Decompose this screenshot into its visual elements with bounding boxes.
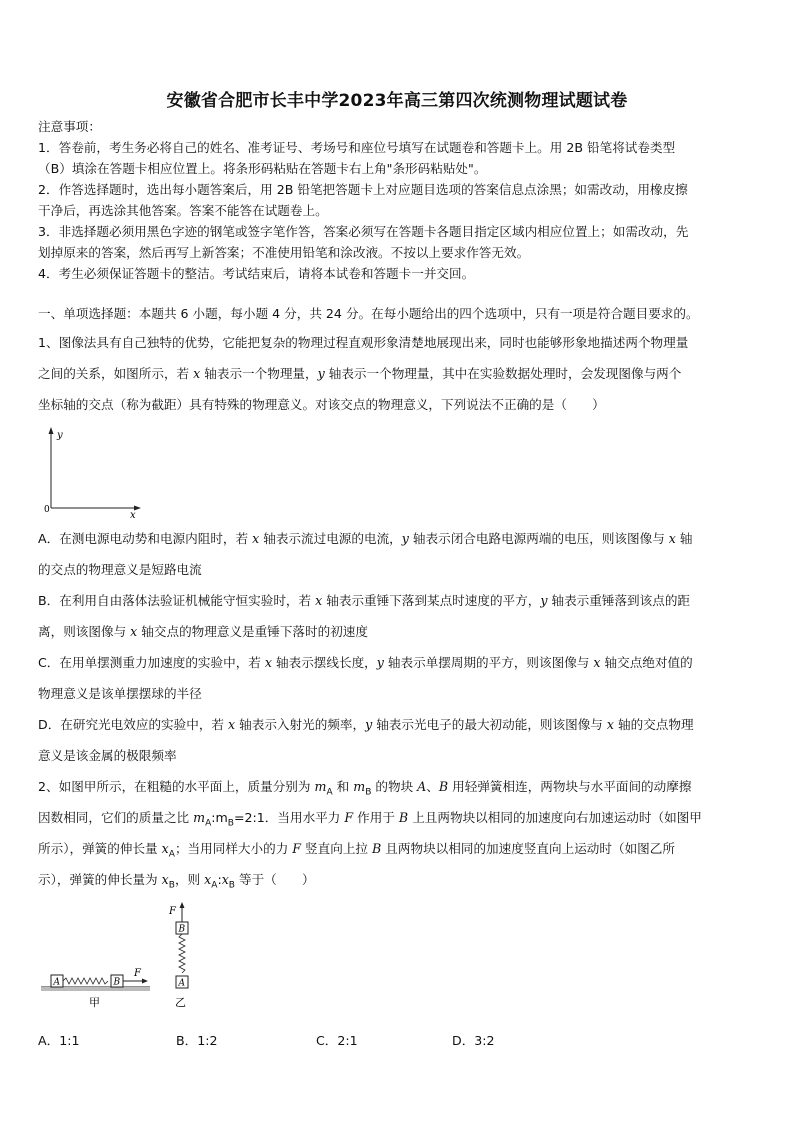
q1-text: 之间的关系，如图所示，若 x 轴表示一个物理量，y 轴表示一个物理量，其中在实验数据处理时，会发现图像与两个 bbox=[38, 366, 682, 381]
q1-option-b-cont: 离，则该图像与 x 轴交点的物理意义是重锤下落时的初速度 bbox=[38, 624, 368, 639]
svg-text:A: A bbox=[53, 977, 60, 988]
notice-heading: 注意事项： bbox=[38, 119, 101, 134]
q2-text: 2、如图甲所示，在粗糙的水平面上，质量分别为 $m_A$ 和 $m_B$ 的物块 A、B 用轻弹簧相连，两物块与水平面间的动摩擦 bbox=[38, 779, 692, 798]
fig-label-yi: 乙 bbox=[175, 996, 186, 1009]
q1-axes-figure bbox=[38, 424, 148, 520]
notice-line: 1．答卷前，考生务必将自己的姓名、准考证号、考场号和座位号填写在试题卷和答题卡上。用 2B 铅笔将试卷类型 bbox=[38, 140, 676, 155]
notice-line: 划掉原来的答案，然后再写上新答案；不准使用铅笔和涂改液。不按以上要求作答无效。 bbox=[38, 245, 530, 260]
q2-option-b: B．1:2 bbox=[176, 1033, 218, 1048]
q1-option-b: B．在利用自由落体法验证机械能守恒实验时，若 x 轴表示重锤下落到某点时速度的平方，y 轴表示重锤落到该点的距 bbox=[38, 593, 691, 608]
q2-option-d: D．3:2 bbox=[452, 1033, 495, 1048]
x-axis-label: x bbox=[130, 510, 136, 520]
svg-text:B: B bbox=[178, 924, 186, 935]
spring-vertical bbox=[179, 934, 185, 973]
y-axis-label: y bbox=[57, 430, 63, 441]
notice-line: 干净后，再选涂其他答案。答案不能答在试题卷上。 bbox=[38, 203, 328, 218]
notice-line: 3．非选择题必须用黑色字迹的钢笔或签字笔作答，答案必须写在答题卡各题目指定区域内相应位置上；如需改动，先 bbox=[38, 224, 689, 239]
ground-hatch bbox=[41, 987, 150, 991]
q1-option-d: D．在研究光电效应的实验中，若 x 轴表示入射光的频率，y 轴表示光电子的最大初动能，则该图像与 x 轴的交点物理 bbox=[38, 717, 694, 732]
q1-option-a-cont: 的交点的物理意义是短路电流 bbox=[38, 562, 202, 577]
q1-option-c-cont: 物理意义是该单摆摆球的半径 bbox=[38, 686, 202, 701]
q2-option-c: C．2:1 bbox=[316, 1033, 358, 1048]
q2-figure bbox=[38, 900, 218, 1012]
origin-label: 0 bbox=[44, 505, 50, 515]
svg-text:B: B bbox=[113, 977, 121, 988]
fig-label-jia: 甲 bbox=[89, 996, 100, 1009]
q1-text: 1、图像法具有自己独特的优势，它能把复杂的物理过程直观形象清楚地展现出来，同时也能够形象地描述两个物理量 bbox=[38, 335, 689, 350]
q2-text: 因数相同，它们的质量之比 $m_A:m_B=2:1$．当用水平力 F 作用于 B 上且两物块以相同的加速度向右加速运动时（如图甲 bbox=[38, 810, 702, 829]
notice-line: （B）填涂在答题卡相应位置上。将条形码粘贴在答题卡右上角"条形码粘贴处"。 bbox=[38, 161, 487, 176]
svg-text:F: F bbox=[169, 906, 176, 917]
q1-option-a: A．在测电源电动势和电源内阻时，若 x 轴表示流过电源的电流，y 轴表示闭合电路电源两端的电压，则该图像与 x 轴 bbox=[38, 531, 693, 546]
q1-text: 坐标轴的交点（称为截距）具有特殊的物理意义。对该交点的物理意义，下列说法不正确的是（ ） bbox=[38, 397, 605, 412]
notice-line: 4．考生必须保证答题卡的整洁。考试结束后，请将本试卷和答题卡一并交回。 bbox=[38, 266, 475, 281]
q1-option-d-cont: 意义是该金属的极限频率 bbox=[38, 748, 177, 763]
notice-line: 2．作答选择题时，选出每小题答案后，用 2B 铅笔把答题卡上对应题目选项的答案信息点涂黑；如需改动，用橡皮擦 bbox=[38, 182, 688, 197]
page-title: 安徽省合肥市长丰中学2023年高三第四次统测物理试题试卷 bbox=[166, 91, 628, 111]
q1-option-c: C．在用单摆测重力加速度的实验中，若 x 轴表示摆线长度，y 轴表示单摆周期的平方，则该图像与 x 轴交点绝对值的 bbox=[38, 655, 693, 670]
q2-text: 所示），弹簧的伸长量 $x_A$；当用同样大小的力 F 竖直向上拉 B 且两物块以相同的加速度竖直向上运动时（如图乙所 bbox=[38, 841, 675, 860]
spring-horizontal bbox=[63, 978, 108, 984]
svg-text:A: A bbox=[178, 978, 185, 989]
svg-text:F: F bbox=[134, 968, 141, 979]
q2-option-a: A．1:1 bbox=[38, 1033, 80, 1048]
section-heading: 一、单项选择题：本题共 6 小题，每小题 4 分，共 24 分。在每小题给出的四个选项中，只有一项是符合题目要求的。 bbox=[38, 306, 699, 321]
q2-text: 示），弹簧的伸长量为 $x_B$，则 $x_A:x_B$ 等于（ ） bbox=[38, 872, 315, 891]
